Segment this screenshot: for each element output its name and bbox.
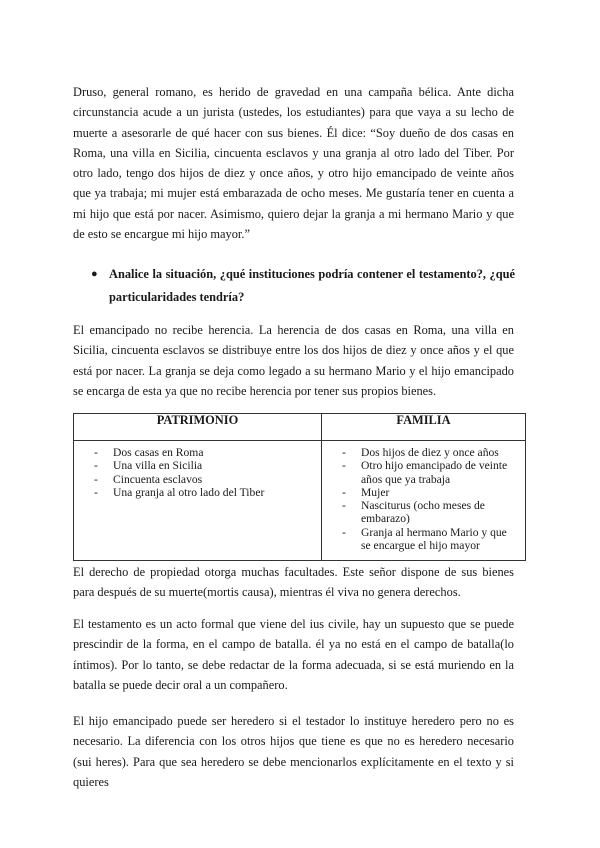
list-item: - Dos casas en Roma bbox=[88, 446, 315, 459]
list-item: - Granja al hermano Mario y que se encargue el hijo mayor bbox=[336, 526, 519, 553]
list-item: - Mujer bbox=[336, 486, 519, 499]
table-header-row bbox=[74, 414, 526, 441]
intro-paragraph: Druso, general romano, es herido de gravedad en una campaña bélica. Ante dicha circunstancia acude a un jurista (ustedes, los estudiantes) para que vaya a su lecho de muerte a asesorarle de qué hacer con sus bienes. Él dice: “Soy dueño de dos casas en Roma, una villa en Sicilia, cincuenta esclavos y una granja al otro lado del Tiber. Por otro lado, tengo dos hijos de diez y once años, y otro hijo emancipado de veinte años que ya trabaja; mi mujer está embarazada de ocho meses. Me gustaría tener en cuenta a mi hijo que está por nacer. Asimismo, quiero dejar la granja a mi hermano Mario y que de esto se encargue mi hijo mayor.” bbox=[73, 85, 514, 242]
familia-list bbox=[336, 446, 519, 552]
testamento-paragraph: El testamento es un acto formal que viene del ius civile, hay un supuesto que se puede prescindir de la forma, en el campo de batalla. él ya no está en el campo de batalla(lo íntimos). Por lo tanto, se debe redactar de la forma adecuada, si se está muriendo en la batalla se puede decir oral a un compañero. bbox=[73, 617, 514, 692]
header-patrimonio: PATRIMONIO bbox=[74, 414, 322, 441]
list-item: - Dos hijos de diez y once años bbox=[336, 446, 519, 459]
answer-paragraph: El emancipado no recibe herencia. La herencia de dos casas en Roma, una villa en Sicilia, cincuenta esclavos se distribuye entre los dos hijos de diez y once años y el que está por nacer. La granja se deja como legado a su hermano Mario y el hijo emancipado se encarga de esta ya que no recibe herencia por tener sus propios bienes. bbox=[73, 323, 514, 398]
patrimonio-familia-table bbox=[73, 413, 526, 561]
patrimonio-cell bbox=[74, 441, 322, 561]
list-item: - Una villa en Sicilia bbox=[88, 459, 315, 472]
header-familia: FAMILIA bbox=[322, 414, 526, 441]
question-bullet-item bbox=[91, 263, 515, 308]
table-row bbox=[74, 441, 526, 561]
list-item: - Nasciturus (ocho meses de embarazo) bbox=[336, 499, 519, 526]
list-item: - Otro hijo emancipado de veinte años que ya trabaja bbox=[336, 459, 519, 486]
list-item: - Cincuenta esclavos bbox=[88, 473, 315, 486]
familia-cell bbox=[322, 441, 526, 561]
propiedad-paragraph: El derecho de propiedad otorga muchas facultades. Este señor dispone de sus bienes para después de su muerte(mortis causa), mientras él viva no genera derechos. bbox=[73, 565, 514, 600]
patrimonio-list bbox=[88, 446, 315, 499]
bullet-icon: ● bbox=[91, 268, 98, 280]
list-item: - Una granja al otro lado del Tiber bbox=[88, 486, 315, 499]
question-text: Analice la situación, ¿qué instituciones podría contener el testamento?, ¿qué particularidades tendría? bbox=[109, 267, 515, 304]
emancipado-paragraph: El hijo emancipado puede ser heredero si el testador lo instituye heredero pero no es necesario. La diferencia con los otros hijos que tiene es que no es heredero necesario (sui heres). Para que sea heredero se debe mencionarlos explícitamente en el texto y si quieres bbox=[73, 714, 514, 789]
